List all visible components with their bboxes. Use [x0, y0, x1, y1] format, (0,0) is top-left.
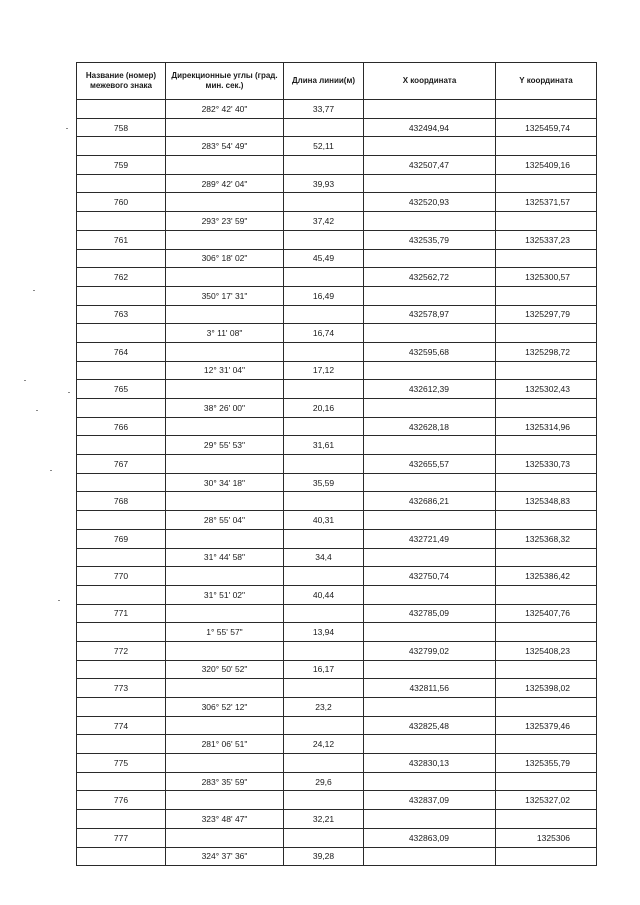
- y-coordinate-cell: [496, 735, 597, 754]
- point-row: [77, 791, 597, 810]
- mark-name-cell: 768: [77, 492, 166, 511]
- y-coordinate-cell: [496, 324, 597, 343]
- header-line-length: Длина линии(м): [284, 63, 364, 100]
- y-coordinate-cell: 1325300,57: [496, 268, 597, 287]
- mark-name-cell: 769: [77, 529, 166, 548]
- segment-row: [77, 286, 597, 305]
- direction-angle-cell: 28° 55' 04": [166, 511, 284, 530]
- mark-name-cell: 767: [77, 455, 166, 474]
- direction-angle-cell: [166, 417, 284, 436]
- line-length-cell: 39,28: [284, 847, 364, 866]
- line-length-cell: 34,4: [284, 548, 364, 567]
- x-coordinate-cell: 432507,47: [364, 156, 496, 175]
- x-coordinate-cell: [364, 548, 496, 567]
- x-coordinate-cell: 432811,56: [364, 679, 496, 698]
- line-length-cell: 37,42: [284, 212, 364, 231]
- point-row: [77, 156, 597, 175]
- direction-angle-cell: [166, 567, 284, 586]
- y-coordinate-cell: [496, 585, 597, 604]
- mark-name-cell: [77, 436, 166, 455]
- y-coordinate-cell: 1325327,02: [496, 791, 597, 810]
- x-coordinate-cell: [364, 361, 496, 380]
- direction-angle-cell: 31° 51' 02": [166, 585, 284, 604]
- x-coordinate-cell: 432595,68: [364, 342, 496, 361]
- direction-angle-cell: 1° 55' 57": [166, 623, 284, 642]
- line-length-cell: 24,12: [284, 735, 364, 754]
- x-coordinate-cell: 432686,21: [364, 492, 496, 511]
- y-coordinate-cell: 1325459,74: [496, 118, 597, 137]
- direction-angle-cell: 306° 18' 02": [166, 249, 284, 268]
- segment-row: [77, 324, 597, 343]
- direction-angle-cell: [166, 193, 284, 212]
- y-coordinate-cell: [496, 137, 597, 156]
- point-row: [77, 230, 597, 249]
- direction-angle-cell: 324° 37' 36": [166, 847, 284, 866]
- x-coordinate-cell: [364, 660, 496, 679]
- y-coordinate-cell: 1325371,57: [496, 193, 597, 212]
- line-length-cell: [284, 679, 364, 698]
- line-length-cell: [284, 342, 364, 361]
- mark-name-cell: [77, 399, 166, 418]
- mark-name-cell: [77, 772, 166, 791]
- segment-row: [77, 174, 597, 193]
- point-row: [77, 193, 597, 212]
- y-coordinate-cell: [496, 511, 597, 530]
- direction-angle-cell: [166, 828, 284, 847]
- mark-name-cell: [77, 473, 166, 492]
- direction-angle-cell: 3° 11' 08": [166, 324, 284, 343]
- scan-speck: [58, 600, 60, 601]
- line-length-cell: 52,11: [284, 137, 364, 156]
- segment-row: [77, 100, 597, 119]
- mark-name-cell: [77, 585, 166, 604]
- direction-angle-cell: [166, 604, 284, 623]
- x-coordinate-cell: 432785,09: [364, 604, 496, 623]
- x-coordinate-cell: [364, 473, 496, 492]
- header-mark-name: Название (номер) межевого знака: [77, 63, 166, 100]
- x-coordinate-cell: [364, 810, 496, 829]
- point-row: [77, 492, 597, 511]
- x-coordinate-cell: 432612,39: [364, 380, 496, 399]
- line-length-cell: [284, 455, 364, 474]
- mark-name-cell: 758: [77, 118, 166, 137]
- point-row: [77, 380, 597, 399]
- segment-row: [77, 810, 597, 829]
- segment-row: [77, 772, 597, 791]
- line-length-cell: [284, 828, 364, 847]
- segment-row: [77, 399, 597, 418]
- mark-name-cell: [77, 698, 166, 717]
- x-coordinate-cell: 432494,94: [364, 118, 496, 137]
- direction-angle-cell: [166, 754, 284, 773]
- line-length-cell: [284, 380, 364, 399]
- direction-angle-cell: 320° 50' 52": [166, 660, 284, 679]
- mark-name-cell: [77, 174, 166, 193]
- direction-angle-cell: 29° 55' 53": [166, 436, 284, 455]
- boundary-coordinates-table: [76, 62, 597, 866]
- direction-angle-cell: [166, 641, 284, 660]
- x-coordinate-cell: [364, 772, 496, 791]
- y-coordinate-cell: [496, 623, 597, 642]
- point-row: [77, 342, 597, 361]
- header-x-coordinate: X координата: [364, 63, 496, 100]
- x-coordinate-cell: 432863,09: [364, 828, 496, 847]
- direction-angle-cell: 293° 23' 59": [166, 212, 284, 231]
- line-length-cell: [284, 118, 364, 137]
- x-coordinate-cell: 432830,13: [364, 754, 496, 773]
- y-coordinate-cell: 1325409,16: [496, 156, 597, 175]
- x-coordinate-cell: 432520,93: [364, 193, 496, 212]
- segment-row: [77, 212, 597, 231]
- point-row: [77, 754, 597, 773]
- line-length-cell: 13,94: [284, 623, 364, 642]
- mark-name-cell: 761: [77, 230, 166, 249]
- scan-speck: [66, 128, 68, 129]
- y-coordinate-cell: 1325297,79: [496, 305, 597, 324]
- segment-row: [77, 137, 597, 156]
- line-length-cell: 17,12: [284, 361, 364, 380]
- x-coordinate-cell: [364, 585, 496, 604]
- mark-name-cell: 770: [77, 567, 166, 586]
- direction-angle-cell: [166, 230, 284, 249]
- y-coordinate-cell: 1325398,02: [496, 679, 597, 698]
- y-coordinate-cell: 1325368,32: [496, 529, 597, 548]
- x-coordinate-cell: [364, 623, 496, 642]
- mark-name-cell: [77, 847, 166, 866]
- direction-angle-cell: 282° 42' 40": [166, 100, 284, 119]
- line-length-cell: [284, 529, 364, 548]
- line-length-cell: 23,2: [284, 698, 364, 717]
- segment-row: [77, 473, 597, 492]
- line-length-cell: 45,49: [284, 249, 364, 268]
- scan-speck: [36, 410, 38, 411]
- x-coordinate-cell: 432535,79: [364, 230, 496, 249]
- segment-row: [77, 623, 597, 642]
- x-coordinate-cell: [364, 436, 496, 455]
- direction-angle-cell: [166, 679, 284, 698]
- y-coordinate-cell: [496, 772, 597, 791]
- line-length-cell: 35,59: [284, 473, 364, 492]
- mark-name-cell: 762: [77, 268, 166, 287]
- y-coordinate-cell: 1325386,42: [496, 567, 597, 586]
- direction-angle-cell: 283° 35' 59": [166, 772, 284, 791]
- line-length-cell: [284, 604, 364, 623]
- mark-name-cell: 771: [77, 604, 166, 623]
- table-header: [77, 63, 597, 100]
- x-coordinate-cell: [364, 399, 496, 418]
- segment-row: [77, 548, 597, 567]
- y-coordinate-cell: [496, 810, 597, 829]
- x-coordinate-cell: 432837,09: [364, 791, 496, 810]
- mark-name-cell: 772: [77, 641, 166, 660]
- direction-angle-cell: [166, 268, 284, 287]
- line-length-cell: [284, 754, 364, 773]
- mark-name-cell: 766: [77, 417, 166, 436]
- y-coordinate-cell: [496, 660, 597, 679]
- direction-angle-cell: [166, 305, 284, 324]
- direction-angle-cell: 289° 42' 04": [166, 174, 284, 193]
- segment-row: [77, 660, 597, 679]
- direction-angle-cell: 283° 54' 49": [166, 137, 284, 156]
- direction-angle-cell: 30° 34' 18": [166, 473, 284, 492]
- mark-name-cell: [77, 810, 166, 829]
- direction-angle-cell: 281° 06' 51": [166, 735, 284, 754]
- x-coordinate-cell: 432562,72: [364, 268, 496, 287]
- mark-name-cell: [77, 548, 166, 567]
- y-coordinate-cell: [496, 399, 597, 418]
- y-coordinate-cell: 1325348,83: [496, 492, 597, 511]
- table-body: [77, 100, 597, 866]
- y-coordinate-cell: 1325306: [496, 828, 597, 847]
- x-coordinate-cell: 432578,97: [364, 305, 496, 324]
- y-coordinate-cell: 1325330,73: [496, 455, 597, 474]
- point-row: [77, 641, 597, 660]
- mark-name-cell: 775: [77, 754, 166, 773]
- y-coordinate-cell: [496, 548, 597, 567]
- scan-speck: [24, 380, 26, 381]
- y-coordinate-cell: [496, 286, 597, 305]
- point-row: [77, 679, 597, 698]
- x-coordinate-cell: [364, 511, 496, 530]
- coordinate-sheet: [76, 62, 596, 862]
- direction-angle-cell: 31° 44' 58": [166, 548, 284, 567]
- scan-speck: [68, 392, 70, 393]
- mark-name-cell: [77, 324, 166, 343]
- point-row: [77, 828, 597, 847]
- mark-name-cell: [77, 137, 166, 156]
- line-length-cell: 16,17: [284, 660, 364, 679]
- x-coordinate-cell: 432721,49: [364, 529, 496, 548]
- mark-name-cell: [77, 286, 166, 305]
- direction-angle-cell: 306° 52' 12": [166, 698, 284, 717]
- x-coordinate-cell: 432655,57: [364, 455, 496, 474]
- y-coordinate-cell: 1325379,46: [496, 716, 597, 735]
- header-direction-angle: Дирекционные углы (град. мин. сек.): [166, 63, 284, 100]
- scan-speck: [50, 470, 52, 471]
- line-length-cell: 29,6: [284, 772, 364, 791]
- line-length-cell: [284, 641, 364, 660]
- x-coordinate-cell: 432799,02: [364, 641, 496, 660]
- direction-angle-cell: [166, 791, 284, 810]
- x-coordinate-cell: [364, 100, 496, 119]
- mark-name-cell: 760: [77, 193, 166, 212]
- y-coordinate-cell: [496, 473, 597, 492]
- direction-angle-cell: [166, 156, 284, 175]
- line-length-cell: 40,44: [284, 585, 364, 604]
- x-coordinate-cell: [364, 249, 496, 268]
- direction-angle-cell: [166, 716, 284, 735]
- mark-name-cell: 774: [77, 716, 166, 735]
- mark-name-cell: 759: [77, 156, 166, 175]
- x-coordinate-cell: 432628,18: [364, 417, 496, 436]
- point-row: [77, 567, 597, 586]
- mark-name-cell: [77, 249, 166, 268]
- line-length-cell: [284, 492, 364, 511]
- y-coordinate-cell: 1325355,79: [496, 754, 597, 773]
- line-length-cell: 40,31: [284, 511, 364, 530]
- x-coordinate-cell: [364, 847, 496, 866]
- y-coordinate-cell: 1325298,72: [496, 342, 597, 361]
- line-length-cell: [284, 716, 364, 735]
- mark-name-cell: [77, 100, 166, 119]
- point-row: [77, 529, 597, 548]
- x-coordinate-cell: 432750,74: [364, 567, 496, 586]
- line-length-cell: 16,49: [284, 286, 364, 305]
- mark-name-cell: 777: [77, 828, 166, 847]
- y-coordinate-cell: 1325407,76: [496, 604, 597, 623]
- x-coordinate-cell: [364, 698, 496, 717]
- y-coordinate-cell: [496, 174, 597, 193]
- direction-angle-cell: 38° 26' 00": [166, 399, 284, 418]
- line-length-cell: 31,61: [284, 436, 364, 455]
- mark-name-cell: 763: [77, 305, 166, 324]
- line-length-cell: 16,74: [284, 324, 364, 343]
- segment-row: [77, 847, 597, 866]
- point-row: [77, 268, 597, 287]
- y-coordinate-cell: [496, 847, 597, 866]
- line-length-cell: 32,21: [284, 810, 364, 829]
- line-length-cell: [284, 230, 364, 249]
- direction-angle-cell: 350° 17' 31": [166, 286, 284, 305]
- y-coordinate-cell: 1325408,23: [496, 641, 597, 660]
- x-coordinate-cell: [364, 735, 496, 754]
- mark-name-cell: [77, 735, 166, 754]
- mark-name-cell: 765: [77, 380, 166, 399]
- segment-row: [77, 249, 597, 268]
- point-row: [77, 604, 597, 623]
- header-y-coordinate: Y координата: [496, 63, 597, 100]
- line-length-cell: [284, 305, 364, 324]
- direction-angle-cell: [166, 492, 284, 511]
- x-coordinate-cell: [364, 174, 496, 193]
- direction-angle-cell: [166, 455, 284, 474]
- y-coordinate-cell: [496, 249, 597, 268]
- x-coordinate-cell: [364, 286, 496, 305]
- x-coordinate-cell: 432825,48: [364, 716, 496, 735]
- y-coordinate-cell: 1325302,43: [496, 380, 597, 399]
- point-row: [77, 417, 597, 436]
- line-length-cell: [284, 567, 364, 586]
- y-coordinate-cell: [496, 100, 597, 119]
- direction-angle-cell: 12° 31' 04": [166, 361, 284, 380]
- line-length-cell: [284, 417, 364, 436]
- x-coordinate-cell: [364, 324, 496, 343]
- scan-speck: [33, 290, 35, 291]
- x-coordinate-cell: [364, 137, 496, 156]
- segment-row: [77, 585, 597, 604]
- point-row: [77, 118, 597, 137]
- point-row: [77, 455, 597, 474]
- line-length-cell: [284, 193, 364, 212]
- point-row: [77, 716, 597, 735]
- line-length-cell: 39,93: [284, 174, 364, 193]
- segment-row: [77, 698, 597, 717]
- mark-name-cell: [77, 361, 166, 380]
- segment-row: [77, 361, 597, 380]
- y-coordinate-cell: [496, 436, 597, 455]
- mark-name-cell: [77, 511, 166, 530]
- line-length-cell: [284, 791, 364, 810]
- x-coordinate-cell: [364, 212, 496, 231]
- mark-name-cell: [77, 212, 166, 231]
- segment-row: [77, 735, 597, 754]
- line-length-cell: 33,77: [284, 100, 364, 119]
- mark-name-cell: 776: [77, 791, 166, 810]
- line-length-cell: [284, 268, 364, 287]
- line-length-cell: 20,16: [284, 399, 364, 418]
- y-coordinate-cell: [496, 361, 597, 380]
- y-coordinate-cell: [496, 212, 597, 231]
- mark-name-cell: 773: [77, 679, 166, 698]
- direction-angle-cell: [166, 380, 284, 399]
- mark-name-cell: [77, 623, 166, 642]
- segment-row: [77, 436, 597, 455]
- y-coordinate-cell: [496, 698, 597, 717]
- line-length-cell: [284, 156, 364, 175]
- direction-angle-cell: [166, 118, 284, 137]
- segment-row: [77, 511, 597, 530]
- direction-angle-cell: [166, 342, 284, 361]
- direction-angle-cell: 323° 48' 47": [166, 810, 284, 829]
- mark-name-cell: [77, 660, 166, 679]
- point-row: [77, 305, 597, 324]
- mark-name-cell: 764: [77, 342, 166, 361]
- direction-angle-cell: [166, 529, 284, 548]
- y-coordinate-cell: 1325314,96: [496, 417, 597, 436]
- y-coordinate-cell: 1325337,23: [496, 230, 597, 249]
